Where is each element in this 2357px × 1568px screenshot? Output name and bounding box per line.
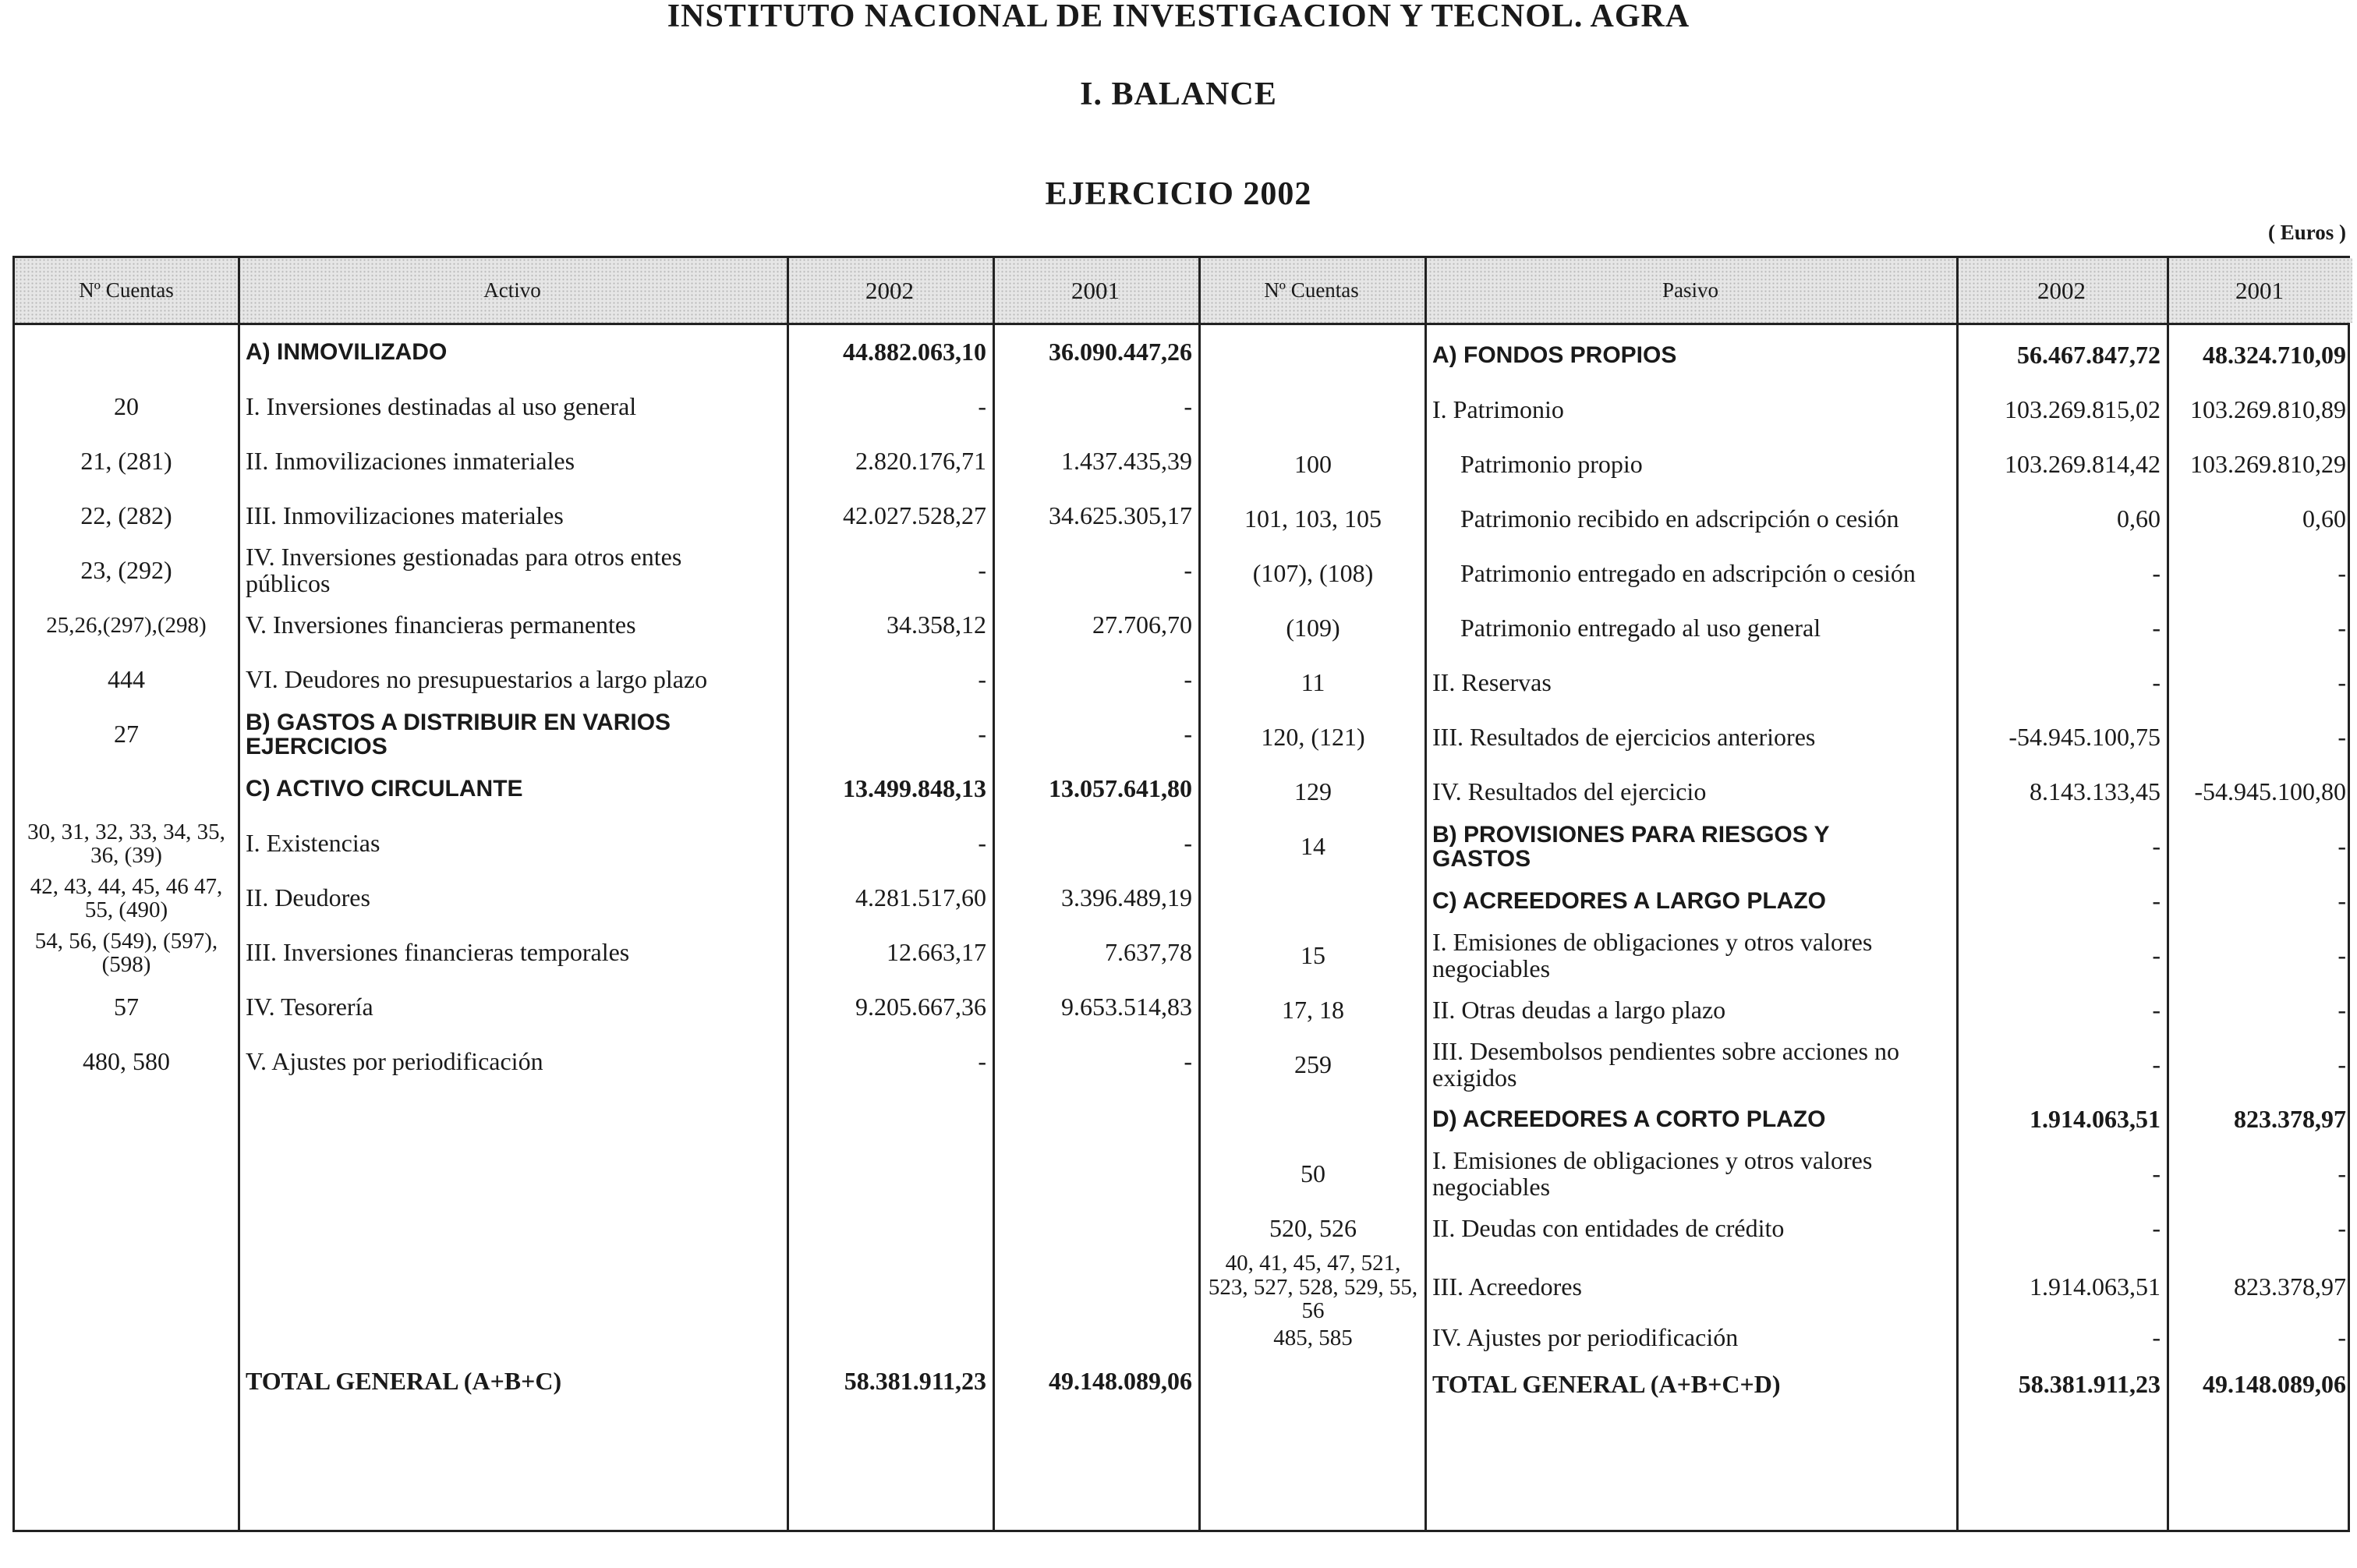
pasivo-label: II. Reservas	[1432, 668, 1552, 697]
activo-label: B) GASTOS A DISTRIBUIR EN VARIOS EJERCICIOS	[246, 709, 671, 759]
header-2002-activo: 2002	[787, 258, 993, 323]
activo-value-2002: 2.820.176,71	[855, 447, 986, 476]
pasivo-value-2002: 56.467.847,72	[2017, 341, 2161, 370]
pasivo-label: IV. Ajustes por periodificación	[1432, 1323, 1739, 1352]
pasivo-value-2002: 8.143.133,45	[2030, 777, 2161, 806]
activo-value-2001: 13.057.641,80	[1049, 774, 1192, 803]
pasivo-value-2001: -	[2338, 832, 2346, 861]
activo-cuenta: 30, 31, 32, 33, 34, 35, 36, (39)	[27, 819, 225, 868]
activo-value-2002: -	[978, 556, 986, 585]
activo-total-2002: 58.381.911,23	[844, 1367, 986, 1396]
pasivo-cuenta: 17, 18	[1282, 996, 1344, 1025]
pasivo-value-2001: 823.378,97	[2234, 1272, 2346, 1301]
activo-value-2001: 7.637,78	[1105, 938, 1192, 967]
pasivo-cuenta	[1202, 383, 1424, 437]
pasivo-total-label: TOTAL GENERAL (A+B+C+D)	[1432, 1370, 1781, 1399]
balance-sheet-table	[12, 256, 2350, 1532]
pasivo-value-2002: 103.269.814,42	[2005, 450, 2161, 479]
activo-label: III. Inversiones financieras temporales	[246, 938, 630, 967]
institution-title: INSTITUTO NACIONAL DE INVESTIGACION Y TECNOL. AGRA	[667, 0, 1690, 34]
activo-cuenta: 54, 56, (549), (597), (598)	[34, 928, 218, 977]
section-title: I. BALANCE	[1080, 76, 1277, 112]
activo-cuenta: 27	[114, 720, 139, 749]
activo-value-2002: 9.205.667,36	[855, 993, 986, 1021]
pasivo-total-row	[15, 1357, 2352, 1412]
activo-label: I. Inversiones destinadas al uso general	[246, 392, 637, 421]
activo-cuenta: 42, 43, 44, 45, 46 47, 55, (490)	[30, 873, 223, 922]
activo-value-2002: -	[978, 665, 986, 694]
pasivo-label: III. Acreedores	[1432, 1272, 1582, 1301]
activo-label: VI. Deudores no presupuestarios a largo plazo	[246, 665, 708, 694]
pasivo-cuenta	[1202, 1092, 1424, 1147]
pasivo-row	[15, 383, 2352, 437]
activo-value-2001: 36.090.447,26	[1049, 338, 1192, 366]
pasivo-label: A) FONDOS PROPIOS	[1432, 342, 1677, 369]
activo-value-2001: -	[1184, 665, 1192, 694]
pasivo-label: III. Resultados de ejercicios anteriores	[1432, 723, 1816, 752]
pasivo-value-2001: -	[2338, 996, 2346, 1025]
pasivo-label: I. Emisiones de obligaciones y otros valores negociables	[1432, 928, 1873, 982]
pasivo-value-2002: -	[2152, 1050, 2161, 1079]
pasivo-value-2002: -	[2152, 668, 2161, 697]
pasivo-value-2002: 1.914.063,51	[2030, 1272, 2161, 1301]
pasivo-value-2001: -	[2338, 1323, 2346, 1352]
header-2001-activo: 2001	[993, 258, 1198, 323]
pasivo-row	[15, 601, 2352, 656]
activo-label: V. Ajustes por periodificación	[246, 1047, 543, 1076]
pasivo-value-2002: -	[2152, 887, 2161, 915]
activo-value-2002: -	[978, 720, 986, 749]
header-2002-pasivo: 2002	[1956, 258, 2167, 323]
pasivo-value-2001: -	[2338, 1050, 2346, 1079]
pasivo-cuenta	[1202, 874, 1424, 929]
activo-value-2002: -	[978, 829, 986, 858]
activo-value-2001: -	[1184, 1047, 1192, 1076]
activo-value-2002: 13.499.848,13	[843, 774, 986, 803]
pasivo-label: Patrimonio entregado en adscripción o cesión	[1460, 559, 1916, 588]
pasivo-value-2001: -	[2338, 887, 2346, 915]
pasivo-cuenta: (107), (108)	[1252, 559, 1374, 588]
activo-cuenta: 20	[114, 392, 139, 421]
pasivo-row	[15, 710, 2352, 765]
pasivo-value-2001: -	[2338, 941, 2346, 970]
activo-value-2001: 27.706,70	[1092, 611, 1192, 639]
activo-cuenta: 480, 580	[83, 1047, 170, 1076]
activo-value-2001: -	[1184, 829, 1192, 858]
pasivo-total-2001: 49.148.089,06	[2203, 1370, 2346, 1399]
pasivo-cuenta: 120, (121)	[1261, 723, 1365, 752]
pasivo-value-2001: 0,60	[2302, 504, 2346, 533]
pasivo-cuenta: 485, 585	[1273, 1325, 1353, 1350]
activo-cuenta: 444	[108, 665, 145, 694]
activo-label: IV. Inversiones gestionadas para otros entes públicos	[246, 543, 682, 597]
pasivo-label: IV. Resultados del ejercicio	[1432, 777, 1707, 806]
pasivo-cuenta: 259	[1294, 1050, 1332, 1079]
activo-value-2001: 3.396.489,19	[1061, 883, 1192, 912]
pasivo-value-2001: -	[2338, 723, 2346, 752]
pasivo-value-2001: 48.324.710,09	[2203, 341, 2346, 370]
activo-cuenta: 23, (292)	[80, 556, 172, 585]
activo-label: C) ACTIVO CIRCULANTE	[246, 776, 523, 802]
pasivo-row	[15, 874, 2352, 929]
pasivo-value-2001: 823.378,97	[2234, 1105, 2346, 1134]
fiscal-year-title: EJERCICIO 2002	[1045, 176, 1312, 212]
activo-cuenta: 57	[114, 993, 139, 1021]
pasivo-cuenta: (109)	[1286, 614, 1340, 642]
pasivo-row	[15, 1092, 2352, 1147]
activo-total-2001: 49.148.089,06	[1049, 1367, 1192, 1396]
pasivo-row	[15, 983, 2352, 1038]
header-cuentas-pasivo: Nº Cuentas	[1198, 258, 1424, 323]
activo-label: V. Inversiones financieras permanentes	[246, 611, 636, 639]
pasivo-cuenta: 15	[1301, 941, 1325, 970]
pasivo-value-2002: 1.914.063,51	[2030, 1105, 2161, 1134]
pasivo-value-2002: -	[2152, 996, 2161, 1025]
activo-value-2001: 9.653.514,83	[1061, 993, 1192, 1021]
activo-cuenta: 21, (281)	[80, 447, 172, 476]
activo-value-2002: -	[978, 1047, 986, 1076]
pasivo-label: II. Deudas con entidades de crédito	[1432, 1214, 1785, 1243]
activo-total-label: TOTAL GENERAL (A+B+C)	[246, 1367, 562, 1396]
activo-value-2002: -	[978, 392, 986, 421]
currency-unit-label: ( Euros )	[2267, 221, 2346, 244]
pasivo-cuenta: 50	[1301, 1159, 1325, 1188]
pasivo-label: C) ACREEDORES A LARGO PLAZO	[1432, 888, 1827, 915]
activo-label: II. Deudores	[246, 883, 370, 912]
pasivo-label: Patrimonio entregado al uso general	[1460, 614, 1821, 642]
pasivo-value-2001: -	[2338, 1159, 2346, 1188]
pasivo-value-2002: 103.269.815,02	[2005, 395, 2161, 424]
pasivo-cuenta: 100	[1294, 450, 1332, 479]
activo-value-2001: -	[1184, 720, 1192, 749]
pasivo-row	[15, 437, 2352, 492]
activo-value-2002: 12.663,17	[887, 938, 986, 967]
activo-label: I. Existencias	[246, 829, 380, 858]
pasivo-label: Patrimonio recibido en adscripción o cesión	[1460, 504, 1899, 533]
pasivo-value-2002: -	[2152, 1159, 2161, 1188]
pasivo-label: III. Desembolsos pendientes sobre acciones no exigidos	[1432, 1037, 1899, 1092]
pasivo-value-2002: 0,60	[2117, 504, 2161, 533]
pasivo-row	[15, 1147, 2352, 1202]
activo-cuenta: 25,26,(297),(298)	[46, 612, 207, 638]
header-pasivo: Pasivo	[1424, 258, 1956, 323]
pasivo-row	[15, 547, 2352, 601]
activo-value-2002: 44.882.063,10	[843, 338, 986, 366]
pasivo-cuenta	[1202, 328, 1424, 383]
pasivo-label: I. Emisiones de obligaciones y otros valores negociables	[1432, 1146, 1873, 1201]
pasivo-cuenta: 40, 41, 45, 47, 521, 523, 527, 528, 529, 55, 56	[1208, 1251, 1418, 1324]
activo-label: A) INMOVILIZADO	[246, 339, 448, 366]
pasivo-value-2002: -	[2152, 1214, 2161, 1243]
activo-value-2001: 34.625.305,17	[1049, 501, 1192, 530]
activo-cuenta: 22, (282)	[80, 501, 172, 530]
pasivo-cuenta: 129	[1294, 777, 1332, 806]
pasivo-row	[15, 656, 2352, 710]
pasivo-row	[15, 1038, 2352, 1092]
header-activo: Activo	[238, 258, 787, 323]
pasivo-cuenta: 520, 526	[1269, 1214, 1357, 1243]
activo-value-2001: 1.437.435,39	[1061, 447, 1192, 476]
pasivo-value-2002: -	[2152, 941, 2161, 970]
pasivo-label: II. Otras deudas a largo plazo	[1432, 996, 1726, 1025]
pasivo-total-2002: 58.381.911,23	[2018, 1370, 2161, 1399]
pasivo-label: I. Patrimonio	[1432, 395, 1564, 424]
activo-label: IV. Tesorería	[246, 993, 373, 1021]
pasivo-label: B) PROVISIONES PARA RIESGOS Y GASTOS	[1432, 821, 1830, 872]
header-2001-pasivo: 2001	[2167, 258, 2352, 323]
pasivo-cuenta: 101, 103, 105	[1244, 504, 1382, 533]
pasivo-value-2002: -	[2152, 832, 2161, 861]
activo-value-2002: 42.027.528,27	[843, 501, 986, 530]
pasivo-value-2002: -	[2152, 559, 2161, 588]
pasivo-value-2001: 103.269.810,29	[2190, 450, 2346, 479]
pasivo-row	[15, 929, 2352, 983]
pasivo-value-2001: -	[2338, 1214, 2346, 1243]
activo-value-2002: 34.358,12	[887, 611, 986, 639]
pasivo-value-2001: -	[2338, 668, 2346, 697]
pasivo-row	[15, 765, 2352, 819]
pasivo-value-2001: -	[2338, 559, 2346, 588]
pasivo-value-2001: -54.945.100,80	[2194, 777, 2346, 806]
activo-value-2001: -	[1184, 392, 1192, 421]
activo-label: II. Inmovilizaciones inmateriales	[246, 447, 575, 476]
pasivo-label: D) ACREEDORES A CORTO PLAZO	[1432, 1106, 1826, 1133]
pasivo-value-2002: -54.945.100,75	[2008, 723, 2161, 752]
pasivo-value-2002: -	[2152, 614, 2161, 642]
pasivo-label: Patrimonio propio	[1460, 450, 1643, 479]
activo-label: III. Inmovilizaciones materiales	[246, 501, 564, 530]
pasivo-value-2002: -	[2152, 1323, 2161, 1352]
pasivo-cuenta: 11	[1301, 668, 1325, 697]
pasivo-row	[15, 819, 2352, 874]
activo-value-2001: -	[1184, 556, 1192, 585]
pasivo-value-2001: 103.269.810,89	[2190, 395, 2346, 424]
pasivo-value-2001: -	[2338, 614, 2346, 642]
pasivo-cuenta: 14	[1301, 832, 1325, 861]
header-cuentas-activo: Nº Cuentas	[15, 258, 238, 323]
activo-value-2002: 4.281.517,60	[855, 883, 986, 912]
pasivo-row	[15, 492, 2352, 547]
pasivo-row	[15, 328, 2352, 383]
